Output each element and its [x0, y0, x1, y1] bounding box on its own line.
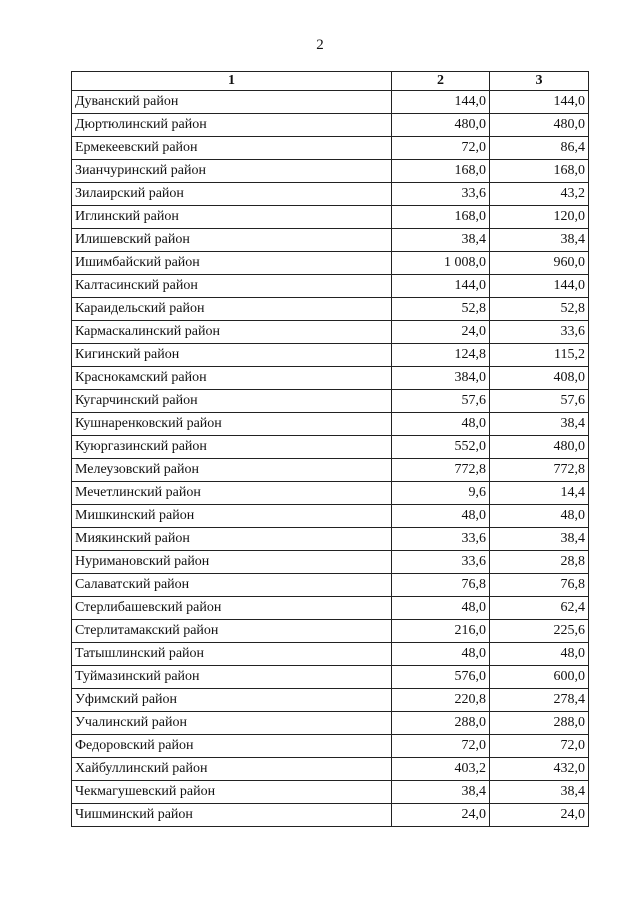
value-col-3-cell: 38,4 — [490, 229, 589, 252]
table-row — [72, 91, 589, 114]
value-col-3-cell: 62,4 — [490, 597, 589, 620]
value-col-2-cell: 33,6 — [392, 528, 490, 551]
district-name-cell: Ермекеевский район — [72, 137, 392, 160]
value-col-2-cell: 384,0 — [392, 367, 490, 390]
table-row — [72, 712, 589, 735]
value-col-3-cell: 225,6 — [490, 620, 589, 643]
district-name-cell: Нуримановский район — [72, 551, 392, 574]
district-name-cell: Куюргазинский район — [72, 436, 392, 459]
district-name-cell: Уфимский район — [72, 689, 392, 712]
table-row — [72, 229, 589, 252]
value-col-2-cell: 220,8 — [392, 689, 490, 712]
value-col-2-cell: 168,0 — [392, 160, 490, 183]
value-col-2-cell: 216,0 — [392, 620, 490, 643]
value-col-3-cell: 115,2 — [490, 344, 589, 367]
table-row — [72, 413, 589, 436]
district-name-cell: Краснокамский район — [72, 367, 392, 390]
table-row — [72, 505, 589, 528]
value-col-2-cell: 48,0 — [392, 413, 490, 436]
value-col-2-cell: 38,4 — [392, 781, 490, 804]
district-name-cell: Иглинский район — [72, 206, 392, 229]
value-col-3-cell: 408,0 — [490, 367, 589, 390]
table-row — [72, 551, 589, 574]
value-col-3-cell: 33,6 — [490, 321, 589, 344]
value-col-2-cell: 168,0 — [392, 206, 490, 229]
value-col-2-cell: 48,0 — [392, 643, 490, 666]
value-col-3-cell: 76,8 — [490, 574, 589, 597]
value-col-3-cell: 48,0 — [490, 643, 589, 666]
table-row — [72, 298, 589, 321]
value-col-3-cell: 86,4 — [490, 137, 589, 160]
district-name-cell: Кигинский район — [72, 344, 392, 367]
value-col-3-cell: 52,8 — [490, 298, 589, 321]
table-row — [72, 781, 589, 804]
table-header-row — [72, 72, 589, 91]
table-row — [72, 252, 589, 275]
district-name-cell: Стерлитамакский район — [72, 620, 392, 643]
value-col-3-cell: 72,0 — [490, 735, 589, 758]
district-name-cell: Ишимбайский район — [72, 252, 392, 275]
district-name-cell: Федоровский район — [72, 735, 392, 758]
district-table — [71, 71, 589, 827]
value-col-3-cell: 960,0 — [490, 252, 589, 275]
table-row — [72, 758, 589, 781]
table-row — [72, 367, 589, 390]
table-row — [72, 206, 589, 229]
value-col-2-cell: 33,6 — [392, 183, 490, 206]
district-name-cell: Кушнаренковский район — [72, 413, 392, 436]
value-col-2-cell: 38,4 — [392, 229, 490, 252]
value-col-2-cell: 72,0 — [392, 735, 490, 758]
header-col-3: 3 — [490, 72, 589, 91]
district-name-cell: Караидельский район — [72, 298, 392, 321]
value-col-3-cell: 38,4 — [490, 781, 589, 804]
value-col-3-cell: 278,4 — [490, 689, 589, 712]
district-name-cell: Стерлибашевский район — [72, 597, 392, 620]
table-row — [72, 666, 589, 689]
table-row — [72, 390, 589, 413]
value-col-2-cell: 552,0 — [392, 436, 490, 459]
table-row — [72, 114, 589, 137]
value-col-3-cell: 772,8 — [490, 459, 589, 482]
table-row — [72, 459, 589, 482]
value-col-2-cell: 76,8 — [392, 574, 490, 597]
table-row — [72, 735, 589, 758]
district-name-cell: Миякинский район — [72, 528, 392, 551]
value-col-3-cell: 144,0 — [490, 91, 589, 114]
value-col-3-cell: 432,0 — [490, 758, 589, 781]
district-name-cell: Чекмагушевский район — [72, 781, 392, 804]
value-col-2-cell: 24,0 — [392, 804, 490, 827]
district-name-cell: Зианчуринский район — [72, 160, 392, 183]
district-name-cell: Кармаскалинский район — [72, 321, 392, 344]
district-name-cell: Зилаирский район — [72, 183, 392, 206]
value-col-2-cell: 48,0 — [392, 597, 490, 620]
district-name-cell: Татышлинский район — [72, 643, 392, 666]
district-name-cell: Мечетлинский район — [72, 482, 392, 505]
header-col-1: 1 — [72, 72, 392, 91]
value-col-3-cell: 144,0 — [490, 275, 589, 298]
table-body — [72, 91, 589, 827]
value-col-3-cell: 28,8 — [490, 551, 589, 574]
table-row — [72, 597, 589, 620]
table-row — [72, 436, 589, 459]
value-col-2-cell: 33,6 — [392, 551, 490, 574]
value-col-2-cell: 24,0 — [392, 321, 490, 344]
table-row — [72, 528, 589, 551]
district-name-cell: Туймазинский район — [72, 666, 392, 689]
value-col-2-cell: 480,0 — [392, 114, 490, 137]
header-col-2: 2 — [392, 72, 490, 91]
value-col-3-cell: 24,0 — [490, 804, 589, 827]
table-row — [72, 275, 589, 298]
value-col-2-cell: 576,0 — [392, 666, 490, 689]
value-col-3-cell: 480,0 — [490, 436, 589, 459]
value-col-3-cell: 48,0 — [490, 505, 589, 528]
value-col-3-cell: 480,0 — [490, 114, 589, 137]
district-name-cell: Салаватский район — [72, 574, 392, 597]
value-col-2-cell: 403,2 — [392, 758, 490, 781]
table-row — [72, 804, 589, 827]
district-name-cell: Учалинский район — [72, 712, 392, 735]
value-col-3-cell: 120,0 — [490, 206, 589, 229]
value-col-2-cell: 72,0 — [392, 137, 490, 160]
table-row — [72, 620, 589, 643]
district-name-cell: Мишкинский район — [72, 505, 392, 528]
value-col-2-cell: 772,8 — [392, 459, 490, 482]
district-name-cell: Мелеузовский район — [72, 459, 392, 482]
table-row — [72, 321, 589, 344]
value-col-3-cell: 57,6 — [490, 390, 589, 413]
value-col-3-cell: 600,0 — [490, 666, 589, 689]
district-name-cell: Калтасинский район — [72, 275, 392, 298]
value-col-2-cell: 48,0 — [392, 505, 490, 528]
value-col-3-cell: 14,4 — [490, 482, 589, 505]
page-number: 2 — [316, 37, 324, 53]
table-row — [72, 183, 589, 206]
district-name-cell: Кугарчинский район — [72, 390, 392, 413]
district-name-cell: Дюртюлинский район — [72, 114, 392, 137]
value-col-2-cell: 9,6 — [392, 482, 490, 505]
value-col-2-cell: 288,0 — [392, 712, 490, 735]
value-col-2-cell: 52,8 — [392, 298, 490, 321]
value-col-3-cell: 38,4 — [490, 413, 589, 436]
value-col-2-cell: 144,0 — [392, 91, 490, 114]
table-row — [72, 344, 589, 367]
district-name-cell: Хайбуллинский район — [72, 758, 392, 781]
value-col-3-cell: 168,0 — [490, 160, 589, 183]
value-col-2-cell: 144,0 — [392, 275, 490, 298]
district-name-cell: Чишминский район — [72, 804, 392, 827]
value-col-3-cell: 38,4 — [490, 528, 589, 551]
value-col-3-cell: 288,0 — [490, 712, 589, 735]
table-row — [72, 574, 589, 597]
district-name-cell: Илишевский район — [72, 229, 392, 252]
value-col-2-cell: 124,8 — [392, 344, 490, 367]
district-name-cell: Дуванский район — [72, 91, 392, 114]
table-row — [72, 482, 589, 505]
table-row — [72, 160, 589, 183]
table-row — [72, 689, 589, 712]
value-col-2-cell: 1 008,0 — [392, 252, 490, 275]
value-col-2-cell: 57,6 — [392, 390, 490, 413]
table-row — [72, 137, 589, 160]
table-row — [72, 643, 589, 666]
value-col-3-cell: 43,2 — [490, 183, 589, 206]
